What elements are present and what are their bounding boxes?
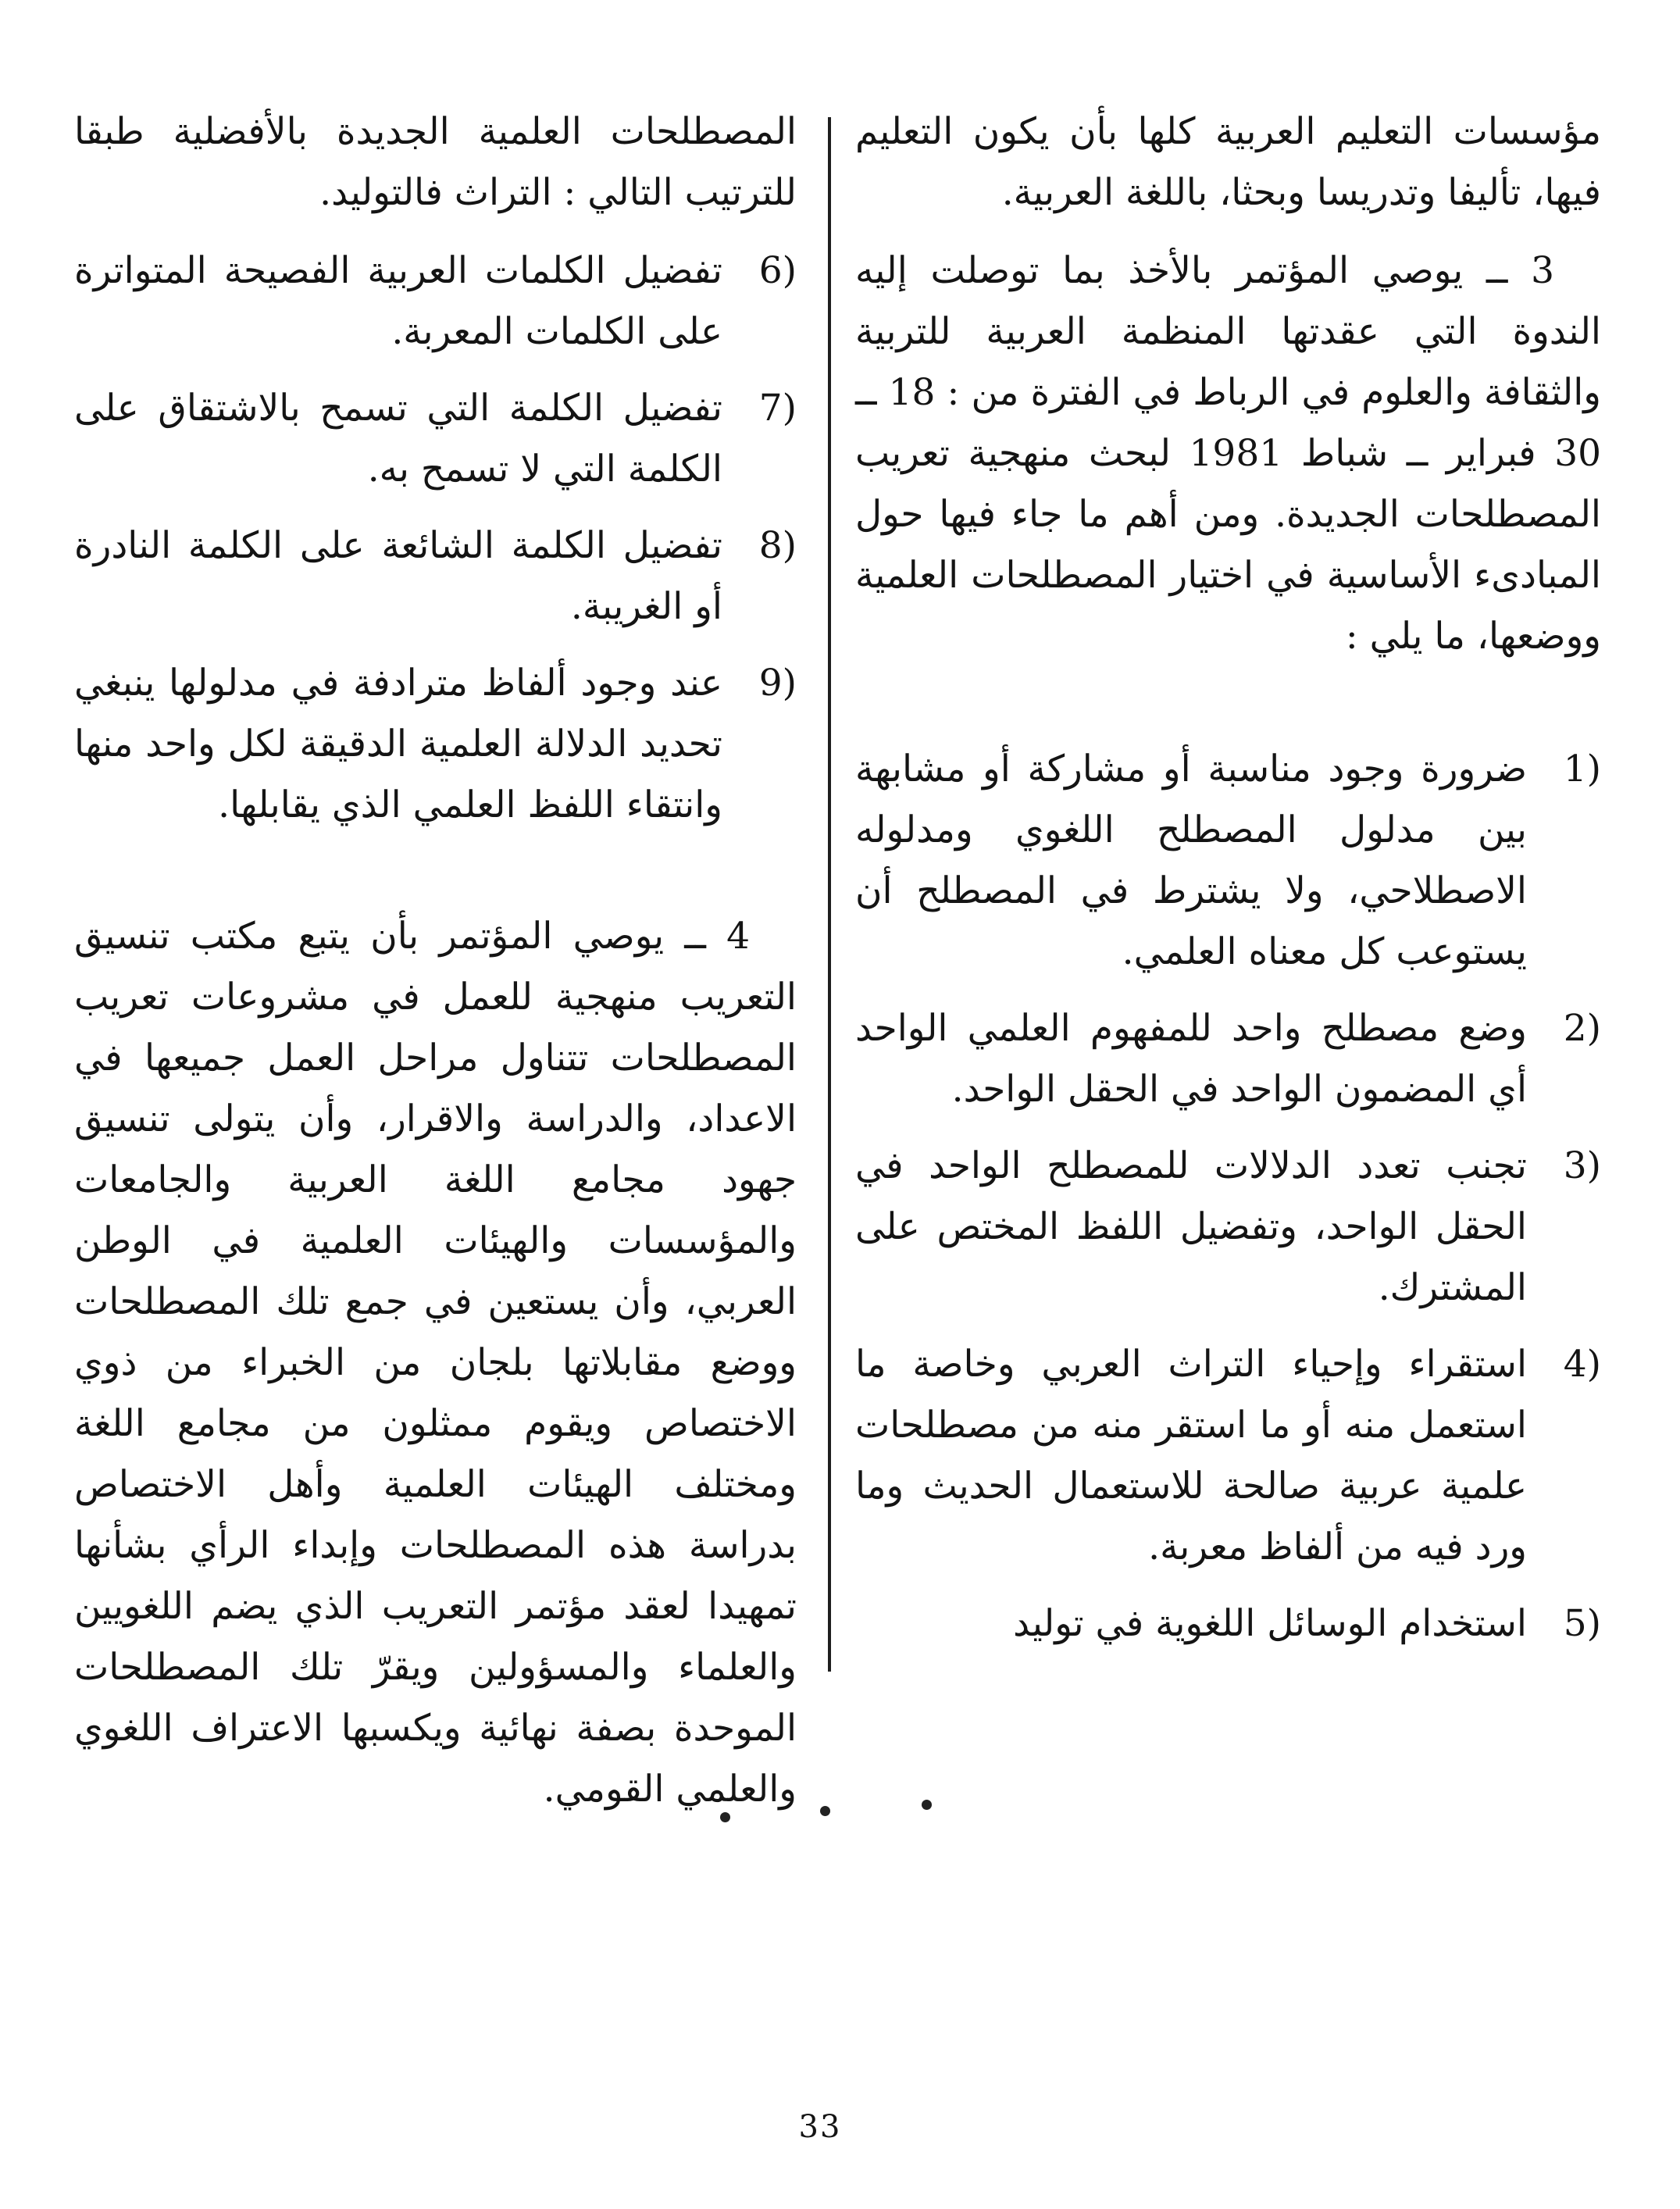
list-item-number: 7) <box>758 387 797 430</box>
ornament-dot <box>720 1812 730 1822</box>
recommendation-4-paragraph: 4 ــ يوصي المؤتمر بأن يتبع مكتب تنسيق التعريب منهجية للعمل في مشروعات تعريب المصطلحات تتناول مراحل العمل جميعها في الاعداد، والدراسة والاقرار، وأن يتولى تنسيق جهود مجامع اللغة العربية والجامعات والمؤسسات والهيئات العلمية في الوطن العربي، وأن يستعين في جمع تلك المصطلحات ووضع مقابلاتها بلجان من الخبراء من ذوي الاختصاص ويقوم ممثلون من مجامع اللغة ومختلف الهيئات العلمية وأهل الاختصاص بدراسة هذه المصطلحات وإبداء الرأي بشأنها تمهيدا لعقد مؤتمر التعريب الذي يضم اللغويين والعلماء والمسؤولين ويقرّ تلك المصطلحات الموحدة بصفة نهائية ويكسبها الاعتراف اللغوي والعلمي القومي. <box>74 915 797 1811</box>
list-item-text: عند وجود ألفاظ مترادفة في مدلولها ينبغي تحديد الدلالة العلمية الدقيقة لكل واحد منها وانتقاء اللفظ العلمي الذي يقابلها. <box>74 662 722 826</box>
list-item-text: استخدام الوسائل اللغوية في توليد <box>1013 1602 1527 1645</box>
list-item-number: 8) <box>758 524 797 567</box>
page-number: 33 <box>798 2109 842 2145</box>
list-item-7 <box>74 378 797 500</box>
list-item-4 <box>855 1334 1601 1578</box>
list-item-number: 3) <box>1563 1144 1601 1187</box>
list-item-2 <box>855 998 1601 1120</box>
section-gap <box>855 684 1601 739</box>
right-column <box>855 102 1601 1670</box>
ornament-dot <box>922 1800 932 1810</box>
list-item-number: 1) <box>1563 748 1601 790</box>
list-item-3 <box>855 1136 1601 1319</box>
list-item-number: 9) <box>758 662 797 705</box>
intro-paragraph: مؤسسات التعليم العربية كلها بأن يكون التعليم فيها، تأليفا وتدريسا وبحثا، باللغة العربية. <box>855 110 1601 214</box>
list-item-text: وضع مصطلح واحد للمفهوم العلمي الواحد أي المضمون الواحد في الحقل الواحد. <box>855 1007 1527 1111</box>
list-item-text: تفضيل الكلمات العربية الفصيحة المتواترة على الكلمات المعربة. <box>74 249 722 353</box>
list-item-5 <box>855 1593 1601 1654</box>
list-item-number: 2) <box>1563 1007 1601 1050</box>
list-item-text: استقراء وإحياء التراث العربي وخاصة ما استعمل منه أو ما استقر منه من مصطلحات علمية عربية صالحة للاستعمال الحديث وما ورد فيه من ألفاظ معربة. <box>855 1343 1527 1568</box>
list-item-number: 4) <box>1563 1343 1601 1386</box>
list-item-1 <box>855 739 1601 983</box>
list-item-8 <box>74 516 797 637</box>
column-divider <box>828 117 831 1672</box>
left-column <box>74 102 797 1837</box>
list-item-text: ضرورة وجود مناسبة أو مشاركة أو مشابهة بين مدلول المصطلح اللغوي ومدلوله الاصطلاحي، ولا يشترط في المصطلح أن يستوعب كل معناه العلمي. <box>855 748 1527 973</box>
list-item-number: 6) <box>758 249 797 292</box>
section-gap <box>74 851 797 906</box>
recommendation-3-paragraph: 3 ــ يوصي المؤتمر بالأخذ بما توصلت إليه الندوة التي عقدتها المنظمة العربية للتربية والثقافة والعلوم في الرباط في الفترة من : 18 ــ 30 فبراير ــ شباط 1981 لبحث منهجية تعريب المصطلحات الجديدة. ومن أهم ما جاء فيها حول المبادىء الأساسية في اختيار المصطلحات العلمية ووضعها، ما يلي : <box>855 249 1602 658</box>
continuation-paragraph: المصطلحات العلمية الجديدة بالأفضلية طبقا للترتيب التالي : التراث فالتوليد. <box>74 110 797 214</box>
list-item-text: تفضيل الكلمة التي تسمح بالاشتقاق على الكلمة التي لا تسمح به. <box>74 387 722 491</box>
ornament-dot <box>820 1806 830 1816</box>
section-end-ornament <box>703 1797 953 1828</box>
list-item-number: 5) <box>1563 1602 1601 1645</box>
list-item-9 <box>74 653 797 836</box>
list-item-6 <box>74 241 797 362</box>
list-item-text: تفضيل الكلمة الشائعة على الكلمة النادرة أو الغريبة. <box>74 524 722 628</box>
list-item-text: تجنب تعدد الدلالات للمصطلح الواحد في الحقل الواحد، وتفضيل اللفظ المختص على المشترك. <box>855 1144 1527 1309</box>
